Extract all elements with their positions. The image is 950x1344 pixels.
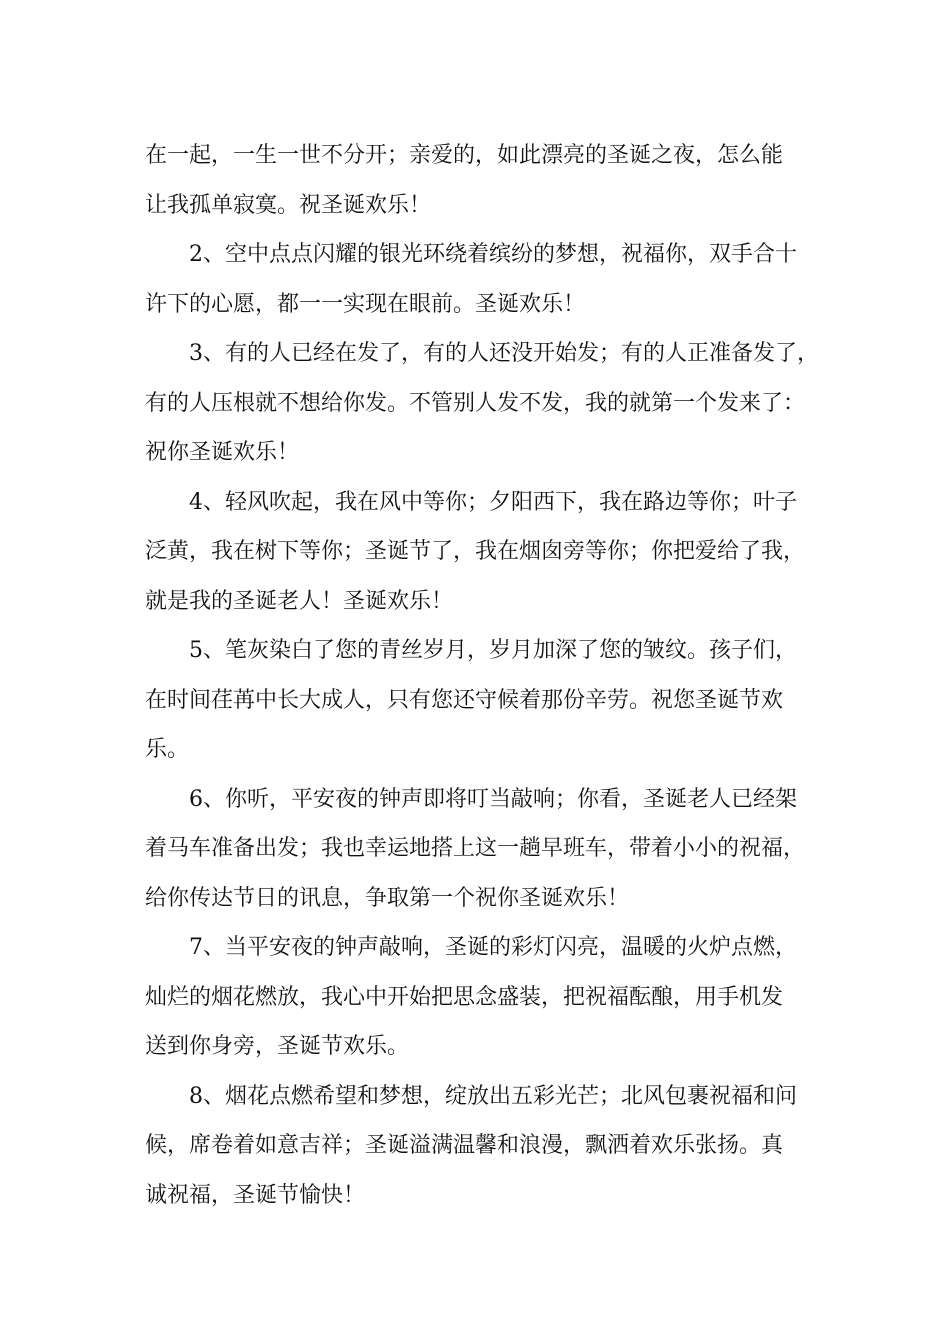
text-line: 灿烂的烟花燃放，我心中开始把思念盛装，把祝福酝酿，用手机发 [145, 984, 784, 1010]
text-line: 5、笔灰染白了您的青丝岁月，岁月加深了您的皱纹。孩子们， [189, 638, 797, 663]
text-line: 6、你听，平安夜的钟声即将叮当敲响；你看，圣诞老人已经架 [189, 786, 797, 812]
paragraph-item-2 [145, 230, 811, 329]
paragraph-item-3 [145, 329, 819, 478]
text-line: 8、烟花点燃希望和梦想，绽放出五彩光芒；北风包裹祝福和问 [189, 1083, 797, 1109]
paragraph-item-5 [145, 626, 811, 775]
text-line: 3、有的人已经在发了，有的人还没开始发；有的人正准备发了， [189, 341, 819, 366]
text-line: 7、当平安夜的钟声敲响，圣诞的彩灯闪亮，温暖的火炉点燃， [189, 935, 797, 960]
paragraph-item-4 [145, 478, 811, 627]
text-line: 泛黄，我在树下等你；圣诞节了，我在烟囱旁等你；你把爱给了我， [145, 539, 806, 564]
text-line: 在时间荏苒中长大成人，只有您还守候着那份辛劳。祝您圣诞节欢 [145, 687, 784, 713]
text-line: 乐。 [145, 737, 190, 762]
paragraph-item-8 [145, 1072, 811, 1221]
paragraph-continuation [145, 131, 811, 230]
text-line: 诚祝福，圣诞节愉快！ [145, 1182, 366, 1208]
text-line: 有的人压根就不想给你发。不管别人发不发，我的就第一个发来了： [145, 390, 806, 416]
text-line: 就是我的圣诞老人！圣诞欢乐！ [145, 588, 454, 614]
text-line: 祝你圣诞欢乐！ [145, 440, 300, 465]
paragraph-item-7 [145, 923, 811, 1072]
text-line: 让我孤单寂寞。祝圣诞欢乐！ [145, 192, 432, 218]
text-line: 候，席卷着如意吉祥；圣诞溢满温馨和浪漫，飘洒着欢乐张扬。真 [145, 1133, 784, 1158]
text-line: 2、空中点点闪耀的银光环绕着缤纷的梦想，祝福你，双手合十 [189, 242, 797, 267]
text-line: 许下的心愿，都一一实现在眼前。圣诞欢乐！ [145, 291, 586, 317]
paragraph-item-6 [145, 775, 811, 924]
text-line: 着马车准备出发；我也幸运地搭上这一趟早班车，带着小小的祝福， [145, 836, 806, 861]
text-line: 4、轻风吹起，我在风中等你；夕阳西下，我在路边等你；叶子 [189, 489, 797, 515]
document-body [145, 131, 819, 1220]
text-line: 给你传达节日的讯息，争取第一个祝你圣诞欢乐！ [145, 885, 630, 911]
text-line: 送到你身旁，圣诞节欢乐。 [145, 1034, 410, 1059]
text-line: 在一起，一生一世不分开；亲爱的，如此漂亮的圣诞之夜，怎么能 [145, 143, 784, 168]
